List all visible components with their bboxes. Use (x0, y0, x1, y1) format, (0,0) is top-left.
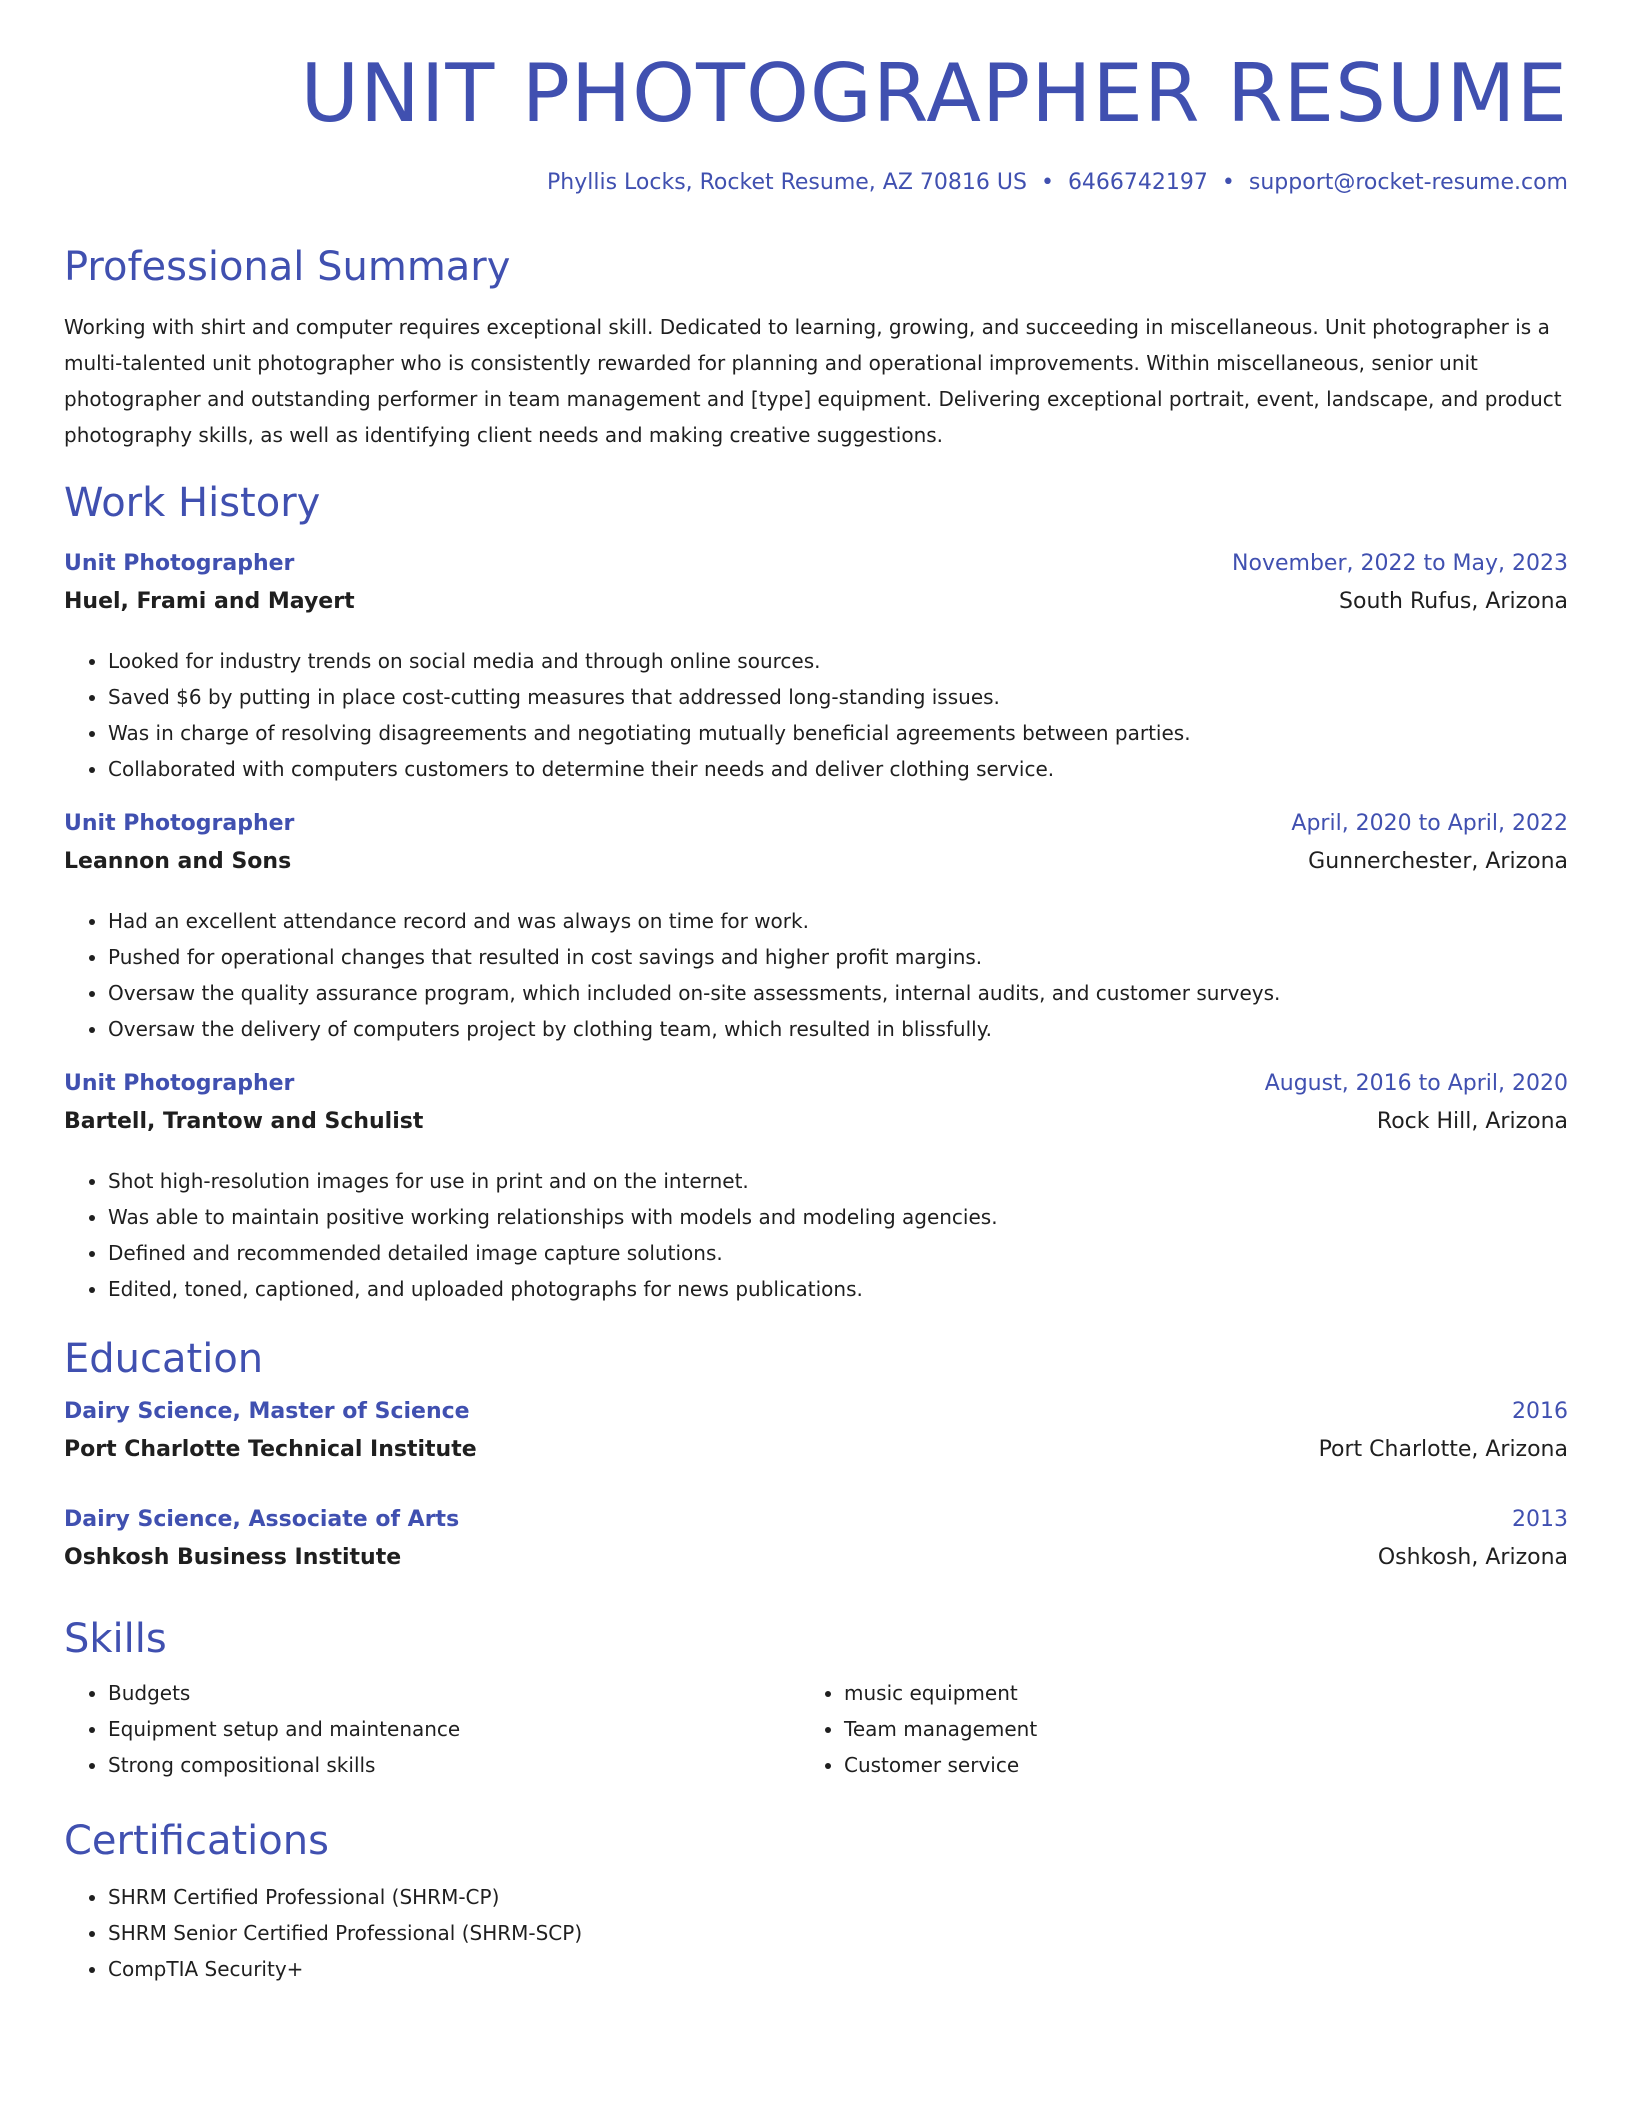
education-entry (64, 1507, 1568, 1585)
summary-heading: Professional Summary (64, 244, 511, 290)
job-bullet: • Oversaw the quality assurance program, which included on-site assessments, internal audits, and customer surveys. (108, 975, 1568, 1011)
job-role: Unit Photographer (64, 1071, 295, 1096)
education-degree: Dairy Science, Associate of Arts (64, 1507, 460, 1532)
resume-title: UNIT PHOTOGRAPHER RESUME (300, 47, 1568, 140)
education-location: Port Charlotte, Arizona (1318, 1437, 1568, 1462)
skills-heading: Skills (64, 1616, 167, 1662)
job-bullet: • Shot high-resolution images for use in print and on the internet. (108, 1163, 1568, 1199)
education-school: Port Charlotte Technical Institute (64, 1437, 477, 1462)
job-bullets (64, 903, 1568, 1047)
education-heading: Education (64, 1336, 264, 1382)
job-bullets (64, 643, 1568, 787)
certifications-list (64, 1879, 1568, 1987)
job-company: Huel, Frami and Mayert (64, 589, 355, 614)
job-dates: November, 2022 to May, 2023 (1232, 551, 1568, 576)
job-bullet: • Oversaw the delivery of computers project by clothing team, which resulted in blissfully. (108, 1011, 1568, 1047)
contact-address: Phyllis Locks, Rocket Resume, AZ 70816 US (547, 170, 1027, 195)
job-company: Bartell, Trantow and Schulist (64, 1109, 424, 1134)
job-dates: April, 2020 to April, 2022 (1291, 811, 1568, 836)
job-bullet: • Defined and recommended detailed image capture solutions. (108, 1235, 1568, 1271)
job-location: Gunnerchester, Arizona (1308, 849, 1568, 874)
job-entry (64, 811, 1568, 1047)
job-location: South Rufus, Arizona (1339, 589, 1568, 614)
work-history-heading: Work History (64, 480, 321, 526)
skills-grid (64, 1675, 1568, 1783)
summary-text: Working with shirt and computer requires exceptional skill. Dedicated to learning, growing, and succeeding in miscellaneous. Unit photographer is a multi-talented unit photographer who is consistently rewarded for planning and operational improvements. Within miscellaneous, senior unit photographer and outstanding performer in team management and [type] equipment. Delivering exceptional portrait, event, landscape, and product photography skills, as well as identifying client needs and making creative suggestions. (64, 315, 1562, 447)
contact-email: support@rocket-resume.com (1248, 170, 1568, 195)
job-company: Leannon and Sons (64, 849, 292, 874)
job-entry (64, 551, 1568, 787)
skill-item: • Strong compositional skills (108, 1747, 800, 1783)
skills-list-left (64, 1675, 800, 1783)
skill-item: • Budgets (108, 1675, 800, 1711)
job-bullet: • Edited, toned, captioned, and uploaded photographs for news publications. (108, 1271, 1568, 1307)
job-bullet: • Was able to maintain positive working relationships with models and modeling agencies. (108, 1199, 1568, 1235)
contact-separator: • (1221, 170, 1235, 195)
job-role: Unit Photographer (64, 811, 295, 836)
skills-list-right (800, 1675, 1536, 1783)
skill-item: • music equipment (844, 1675, 1536, 1711)
job-bullet: • Was in charge of resolving disagreements and negotiating mutually beneficial agreements between parties. (108, 715, 1568, 751)
job-bullet: • Pushed for operational changes that resulted in cost savings and higher profit margins. (108, 939, 1568, 975)
education-degree: Dairy Science, Master of Science (64, 1399, 470, 1424)
job-bullet: • Collaborated with computers customers to determine their needs and deliver clothing service. (108, 751, 1568, 787)
job-bullet: • Saved $6 by putting in place cost-cutting measures that addressed long-standing issues. (108, 679, 1568, 715)
education-year: 2016 (1512, 1399, 1568, 1424)
skill-item: • Customer service (844, 1747, 1536, 1783)
job-bullet: • Had an excellent attendance record and was always on time for work. (108, 903, 1568, 939)
certification-item: • CompTIA Security+ (108, 1951, 1568, 1987)
job-bullet: • Looked for industry trends on social media and through online sources. (108, 643, 1568, 679)
contact-phone: 6466742197 (1067, 170, 1208, 195)
contact-line (64, 170, 1568, 195)
education-school: Oshkosh Business Institute (64, 1545, 402, 1570)
certification-item: • SHRM Certified Professional (SHRM-CP) (108, 1879, 1568, 1915)
certifications-heading: Certifications (64, 1818, 329, 1864)
job-dates: August, 2016 to April, 2020 (1264, 1071, 1568, 1096)
skill-item: • Equipment setup and maintenance (108, 1711, 800, 1747)
certification-item: • SHRM Senior Certified Professional (SHRM-SCP) (108, 1915, 1568, 1951)
skill-item: • Team management (844, 1711, 1536, 1747)
job-entry (64, 1071, 1568, 1307)
education-year: 2013 (1512, 1507, 1568, 1532)
education-location: Oshkosh, Arizona (1377, 1545, 1568, 1570)
job-bullets (64, 1163, 1568, 1307)
education-entry (64, 1399, 1568, 1477)
job-role: Unit Photographer (64, 551, 295, 576)
job-location: Rock Hill, Arizona (1376, 1109, 1568, 1134)
contact-separator: • (1040, 170, 1054, 195)
